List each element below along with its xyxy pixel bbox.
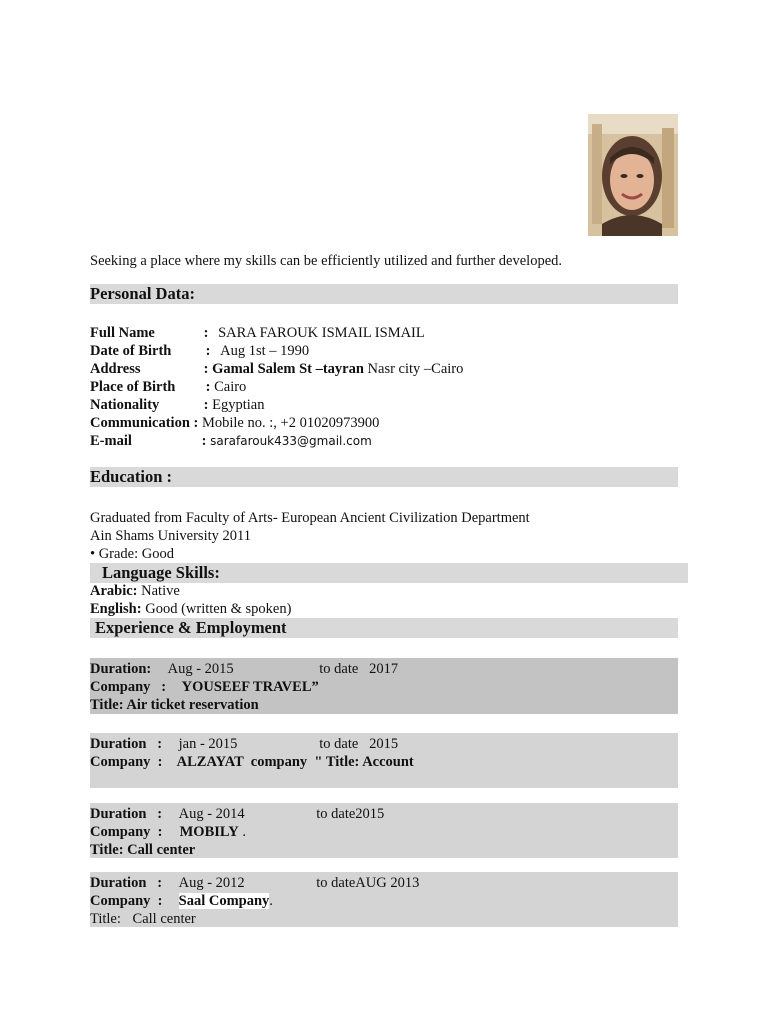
full-name-value: SARA FAROUK ISMAIL ISMAIL [218, 325, 425, 341]
dob-label: Date of Birth [90, 343, 172, 359]
address-street: : Gamal Salem St –tayran [203, 361, 364, 377]
english-row [90, 600, 291, 618]
job-entry [90, 872, 678, 927]
duration-label: Duration : [90, 875, 163, 891]
job-duration-row [90, 874, 678, 892]
company-suffix: . [238, 824, 246, 840]
education-title: Education : [90, 467, 173, 486]
job-title-row [90, 910, 678, 928]
duration-to: to date 2015 [319, 736, 399, 752]
personal-data-header [90, 284, 678, 304]
email-label: E-mail [90, 433, 132, 449]
job-company-row [90, 892, 678, 910]
address-row [90, 360, 463, 378]
email-sep: : [201, 433, 207, 449]
profile-photo [588, 114, 678, 236]
arabic-value: Native [141, 583, 180, 599]
education-list [90, 509, 530, 563]
address-label: Address [90, 361, 141, 377]
job-duration-row [90, 660, 678, 678]
email-value[interactable]: sarafarouk433@gmail.com [210, 434, 372, 448]
nationality-sep: : [203, 397, 209, 413]
personal-data-list [90, 324, 463, 450]
duration-from: Aug - 2014 [178, 806, 245, 822]
job-entry [90, 658, 678, 714]
job-title: Title: Air ticket reservation [90, 697, 259, 713]
education-header [90, 467, 678, 487]
title-label: Title: [90, 911, 121, 927]
pob-sep: : [205, 379, 211, 395]
job-entry [90, 733, 678, 788]
address-city: Nasr city –Cairo [367, 361, 464, 377]
nationality-label: Nationality [90, 397, 160, 413]
pob-value: Cairo [214, 379, 247, 395]
company-suffix: . [269, 893, 273, 909]
company-name: ALZAYAT company " Title: Account [176, 754, 414, 770]
duration-from: Aug - 2012 [178, 875, 245, 891]
email-row [90, 432, 463, 450]
english-label: English: [90, 601, 142, 617]
job-entry [90, 803, 678, 858]
duration-from: jan - 2015 [178, 736, 238, 752]
company-label: Company : [90, 824, 163, 840]
company-label: Company : [90, 679, 167, 695]
company-name: MOBILY [179, 824, 239, 840]
communication-value: Mobile no. :, +2 01020973900 [201, 415, 380, 431]
dob-sep: : [205, 343, 211, 359]
duration-label: Duration: [90, 661, 152, 677]
job-company-row [90, 753, 678, 771]
duration-to: to dateAUG 2013 [316, 875, 420, 891]
objective-text: Seeking a place where my skills can be efficiently utilized and further developed. [90, 253, 563, 269]
company-name: YOUSEEF TRAVEL” [181, 679, 319, 695]
duration-to: to date2015 [316, 806, 385, 822]
personal-data-title: Personal Data: [90, 284, 195, 303]
duration-from: Aug - 2015 [167, 661, 234, 677]
language-title: Language Skills: [102, 563, 220, 582]
full-name-row [90, 324, 463, 342]
job-company-row [90, 823, 678, 841]
duration-to: to date 2017 [319, 661, 399, 677]
pob-row [90, 378, 463, 396]
full-name-sep: : [203, 325, 209, 341]
pob-label: Place of Birth [90, 379, 176, 395]
education-line-3: • Grade: Good [90, 546, 174, 562]
experience-title: Experience & Employment [95, 618, 287, 637]
job-duration-row [90, 805, 678, 823]
dob-row [90, 342, 463, 360]
dob-value: Aug 1st – 1990 [220, 343, 310, 359]
job-company-row [90, 678, 678, 696]
education-line-2: Ain Shams University 2011 [90, 528, 251, 544]
english-value: Good (written & spoken) [145, 601, 292, 617]
nationality-value: Egyptian [212, 397, 265, 413]
communication-label: Communication : [90, 415, 199, 431]
full-name-label: Full Name [90, 325, 155, 341]
arabic-row [90, 582, 291, 600]
duration-label: Duration : [90, 806, 163, 822]
nationality-row [90, 396, 463, 414]
company-label: Company : [90, 893, 163, 909]
education-line-1: Graduated from Faculty of Arts- European Ancient Civilization Department [90, 510, 530, 526]
experience-header [90, 618, 678, 638]
language-header [90, 563, 688, 583]
communication-row [90, 414, 463, 432]
title-value: Call center [132, 911, 196, 927]
company-name: Saal Company [178, 893, 270, 909]
job-duration-row [90, 735, 678, 753]
job-title: Title: Call center [90, 842, 196, 858]
language-list [90, 582, 291, 618]
arabic-label: Arabic: [90, 583, 138, 599]
company-label: Company : [90, 754, 163, 770]
duration-label: Duration : [90, 736, 163, 752]
